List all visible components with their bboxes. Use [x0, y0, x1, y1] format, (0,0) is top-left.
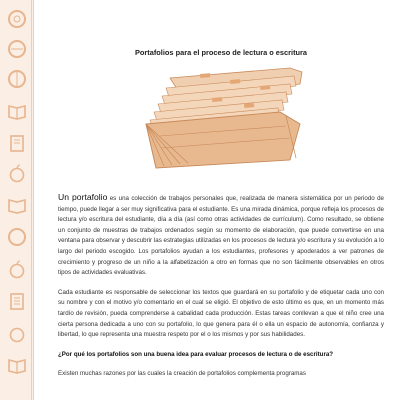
section-question: ¿Por qué los portafolios son una buena idea para evaluar procesos de lectura o de escritura? [58, 350, 334, 358]
book-icon [6, 194, 28, 216]
book-icon [6, 100, 28, 122]
paragraph-3: Existen muchas razones por las cuales la creación de portafolios complementa programas [58, 370, 306, 378]
document-page [58, 0, 384, 400]
book-icon [6, 354, 28, 376]
decorative-side-band [0, 0, 34, 400]
ring-icon [6, 38, 28, 60]
book-icon [6, 290, 28, 312]
accordion-folder-illustration [140, 64, 308, 170]
intro-term: Un portafolio [58, 192, 108, 202]
paragraph-2: Cada estudiante es responsable de seleccionar los textos que guardará en su portafolio y de etiquetar cada uno con su nombre y con el motivo y/o comentario en el cual se eligió. El objetivo de esto último es que, en un momento más tardío de revisión, pueda comprenderse a cabalidad cada producción. Estas tareas conllevan a que el niño cree una ciertа persona dedicada a uno con su portafolio, lo que genera para él o ella un espacio de autonomía, confianza y libertad, lo que representa una muestra respeto por el o los mismos y por sus habilidades. [58, 288, 384, 339]
intro-text: es una colección de trabajos personales que, realizada de manera sistemática por un periodo de tiempo, puede llegar a ser muy significativa para el estudiante. Es una mirada dinámica, porque refleja los procesos de lectura y/o escritura del estudiante, día a día (así como otras actividades de currículum). Como resultado, se obtiene un conjunto de muestras de trabajos ordenados según su momento de elaboración, que puede convertirse en una ventana para observar y descubrir las estrategias utilizadas en los procesos de lectura y/o escritura y su evolución a lo largo del periodo escogido. Los portafolios ayudan a los estudiantes, profesores y apoderados a ver patrones de crecimiento y progreso de un niño a la alfabetización a otro en formas que no son fácilmente observables en otros tipos de actividades evaluativas. [58, 195, 384, 277]
document-title: Portafolios para el proceso de lectura o escritura [134, 48, 308, 57]
apple-icon [6, 258, 28, 280]
book-icon [6, 132, 28, 154]
ring-icon [6, 226, 28, 248]
intro-paragraph [58, 192, 384, 279]
document-body [58, 192, 384, 389]
apple-icon [6, 162, 28, 184]
ring-icon [6, 8, 28, 30]
ring-icon [6, 68, 28, 90]
apple-icon [6, 322, 28, 344]
